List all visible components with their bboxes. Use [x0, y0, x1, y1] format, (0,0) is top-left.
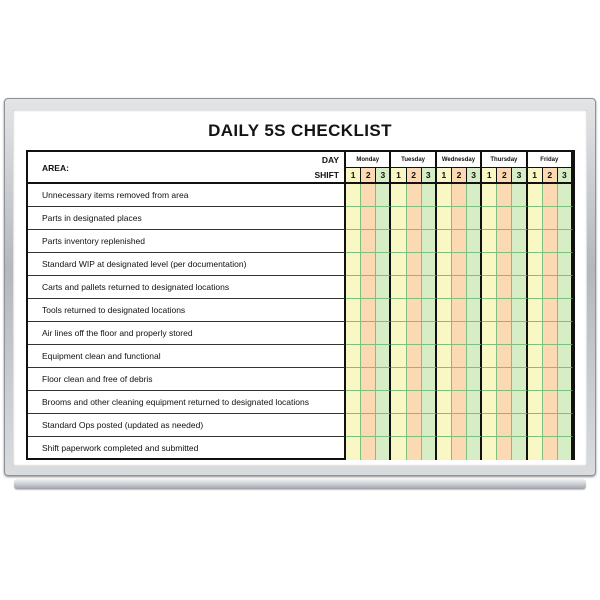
check-cell-wednesday-shift-2[interactable] — [452, 207, 467, 230]
check-cell-friday-shift-1[interactable] — [528, 391, 543, 414]
check-cell-thursday-shift-1[interactable] — [482, 391, 497, 414]
check-cell-monday-shift-2[interactable] — [361, 299, 376, 322]
shift-header-thursday-2: 2 — [497, 168, 512, 184]
check-cell-monday-shift-1[interactable] — [346, 391, 361, 414]
check-cell-wednesday-shift-3[interactable] — [467, 368, 482, 391]
check-cell-tuesday-shift-2[interactable] — [407, 276, 422, 299]
check-cell-tuesday-shift-2[interactable] — [407, 322, 422, 345]
area-label: AREA: — [42, 163, 69, 173]
check-cell-friday-shift-2[interactable] — [543, 184, 558, 207]
check-cell-monday-shift-3[interactable] — [376, 437, 391, 460]
check-cell-monday-shift-2[interactable] — [361, 391, 376, 414]
check-cell-tuesday-shift-3[interactable] — [422, 299, 437, 322]
check-cell-monday-shift-1[interactable] — [346, 230, 361, 253]
check-cell-wednesday-shift-2[interactable] — [452, 253, 467, 276]
check-cell-monday-shift-2[interactable] — [361, 437, 376, 460]
check-cell-wednesday-shift-2[interactable] — [452, 391, 467, 414]
check-cell-thursday-shift-3[interactable] — [512, 299, 527, 322]
check-cell-friday-shift-1[interactable] — [528, 253, 543, 276]
check-cell-tuesday-shift-3[interactable] — [422, 253, 437, 276]
day-header-tuesday: Tuesday — [391, 152, 436, 168]
check-cell-wednesday-shift-1[interactable] — [437, 437, 452, 460]
check-cell-tuesday-shift-2[interactable] — [407, 368, 422, 391]
check-cell-wednesday-shift-1[interactable] — [437, 391, 452, 414]
check-cell-wednesday-shift-3[interactable] — [467, 207, 482, 230]
check-cell-monday-shift-1[interactable] — [346, 253, 361, 276]
shift-header-friday-2: 2 — [543, 168, 558, 184]
check-cell-thursday-shift-3[interactable] — [512, 322, 527, 345]
check-cell-monday-shift-3[interactable] — [376, 253, 391, 276]
check-cell-thursday-shift-2[interactable] — [497, 276, 512, 299]
check-cell-friday-shift-3[interactable] — [558, 253, 573, 276]
check-cell-monday-shift-3[interactable] — [376, 414, 391, 437]
check-cell-friday-shift-3[interactable] — [558, 345, 573, 368]
checklist-item-label: Standard Ops posted (updated as needed) — [28, 414, 346, 437]
check-cell-thursday-shift-2[interactable] — [497, 230, 512, 253]
check-cell-tuesday-shift-3[interactable] — [422, 276, 437, 299]
check-cell-friday-shift-3[interactable] — [558, 322, 573, 345]
check-cell-thursday-shift-3[interactable] — [512, 391, 527, 414]
check-cell-friday-shift-3[interactable] — [558, 391, 573, 414]
check-cell-tuesday-shift-1[interactable] — [391, 437, 406, 460]
check-cell-friday-shift-3[interactable] — [558, 184, 573, 207]
check-cell-thursday-shift-2[interactable] — [497, 322, 512, 345]
check-cell-wednesday-shift-3[interactable] — [467, 299, 482, 322]
check-cell-thursday-shift-2[interactable] — [497, 368, 512, 391]
check-cell-thursday-shift-1[interactable] — [482, 322, 497, 345]
check-cell-thursday-shift-1[interactable] — [482, 253, 497, 276]
day-label: DAY — [321, 155, 339, 165]
check-cell-tuesday-shift-2[interactable] — [407, 230, 422, 253]
day-header-wednesday: Wednesday — [437, 152, 482, 168]
check-cell-wednesday-shift-3[interactable] — [467, 414, 482, 437]
check-cell-friday-shift-1[interactable] — [528, 368, 543, 391]
check-cell-thursday-shift-3[interactable] — [512, 368, 527, 391]
checklist-item-label: Parts inventory replenished — [28, 230, 346, 253]
shift-header-tuesday-2: 2 — [407, 168, 422, 184]
check-cell-friday-shift-1[interactable] — [528, 207, 543, 230]
shift-header-thursday-1: 1 — [482, 168, 497, 184]
check-cell-wednesday-shift-2[interactable] — [452, 345, 467, 368]
check-cell-wednesday-shift-2[interactable] — [452, 414, 467, 437]
checklist-item-label: Shift paperwork completed and submitted — [28, 437, 346, 460]
check-cell-friday-shift-2[interactable] — [543, 322, 558, 345]
check-cell-thursday-shift-3[interactable] — [512, 184, 527, 207]
checklist-item-label: Brooms and other cleaning equipment returned to designated locations — [28, 391, 346, 414]
check-cell-tuesday-shift-1[interactable] — [391, 184, 406, 207]
check-cell-tuesday-shift-3[interactable] — [422, 207, 437, 230]
check-cell-tuesday-shift-2[interactable] — [407, 299, 422, 322]
checklist-item-label: Carts and pallets returned to designated locations — [28, 276, 346, 299]
check-cell-friday-shift-1[interactable] — [528, 414, 543, 437]
check-cell-tuesday-shift-1[interactable] — [391, 276, 406, 299]
check-cell-monday-shift-2[interactable] — [361, 253, 376, 276]
check-cell-wednesday-shift-1[interactable] — [437, 184, 452, 207]
check-cell-thursday-shift-1[interactable] — [482, 414, 497, 437]
check-cell-tuesday-shift-1[interactable] — [391, 253, 406, 276]
check-cell-tuesday-shift-1[interactable] — [391, 414, 406, 437]
check-cell-thursday-shift-1[interactable] — [482, 368, 497, 391]
check-cell-thursday-shift-1[interactable] — [482, 230, 497, 253]
check-cell-monday-shift-3[interactable] — [376, 299, 391, 322]
check-cell-monday-shift-1[interactable] — [346, 207, 361, 230]
check-cell-tuesday-shift-3[interactable] — [422, 414, 437, 437]
check-cell-thursday-shift-2[interactable] — [497, 299, 512, 322]
check-cell-friday-shift-2[interactable] — [543, 368, 558, 391]
check-cell-wednesday-shift-1[interactable] — [437, 368, 452, 391]
check-cell-friday-shift-1[interactable] — [528, 230, 543, 253]
check-cell-monday-shift-1[interactable] — [346, 345, 361, 368]
check-cell-monday-shift-3[interactable] — [376, 230, 391, 253]
check-cell-friday-shift-2[interactable] — [543, 414, 558, 437]
shift-header-friday-3: 3 — [558, 168, 573, 184]
check-cell-thursday-shift-3[interactable] — [512, 207, 527, 230]
day-header-friday: Friday — [528, 152, 573, 168]
check-cell-tuesday-shift-1[interactable] — [391, 207, 406, 230]
check-cell-monday-shift-1[interactable] — [346, 368, 361, 391]
check-cell-tuesday-shift-3[interactable] — [422, 230, 437, 253]
check-cell-monday-shift-1[interactable] — [346, 184, 361, 207]
check-cell-monday-shift-2[interactable] — [361, 322, 376, 345]
check-cell-friday-shift-1[interactable] — [528, 276, 543, 299]
check-cell-monday-shift-1[interactable] — [346, 276, 361, 299]
check-cell-thursday-shift-3[interactable] — [512, 437, 527, 460]
check-cell-monday-shift-2[interactable] — [361, 414, 376, 437]
check-cell-monday-shift-2[interactable] — [361, 207, 376, 230]
checklist-item-label: Standard WIP at designated level (per documentation) — [28, 253, 346, 276]
check-cell-wednesday-shift-3[interactable] — [467, 391, 482, 414]
check-cell-friday-shift-3[interactable] — [558, 230, 573, 253]
check-cell-thursday-shift-2[interactable] — [497, 437, 512, 460]
check-cell-thursday-shift-2[interactable] — [497, 207, 512, 230]
check-cell-friday-shift-3[interactable] — [558, 276, 573, 299]
check-cell-friday-shift-2[interactable] — [543, 345, 558, 368]
shift-header-tuesday-1: 1 — [391, 168, 406, 184]
check-cell-tuesday-shift-3[interactable] — [422, 368, 437, 391]
checklist-item-label: Parts in designated places — [28, 207, 346, 230]
check-cell-wednesday-shift-1[interactable] — [437, 207, 452, 230]
check-cell-thursday-shift-3[interactable] — [512, 253, 527, 276]
marker-tray — [14, 479, 586, 489]
check-cell-tuesday-shift-2[interactable] — [407, 253, 422, 276]
check-cell-thursday-shift-3[interactable] — [512, 345, 527, 368]
check-cell-tuesday-shift-1[interactable] — [391, 391, 406, 414]
check-cell-friday-shift-2[interactable] — [543, 299, 558, 322]
check-cell-tuesday-shift-1[interactable] — [391, 368, 406, 391]
check-cell-wednesday-shift-1[interactable] — [437, 299, 452, 322]
checklist-title: DAILY 5S CHECKLIST — [208, 121, 392, 140]
check-cell-thursday-shift-2[interactable] — [497, 391, 512, 414]
check-cell-wednesday-shift-1[interactable] — [437, 230, 452, 253]
check-cell-wednesday-shift-2[interactable] — [452, 276, 467, 299]
check-cell-thursday-shift-2[interactable] — [497, 253, 512, 276]
check-cell-wednesday-shift-2[interactable] — [452, 299, 467, 322]
check-cell-wednesday-shift-1[interactable] — [437, 345, 452, 368]
check-cell-wednesday-shift-3[interactable] — [467, 230, 482, 253]
shift-header-wednesday-3: 3 — [467, 168, 482, 184]
check-cell-friday-shift-1[interactable] — [528, 322, 543, 345]
check-cell-friday-shift-3[interactable] — [558, 368, 573, 391]
check-cell-tuesday-shift-2[interactable] — [407, 391, 422, 414]
shift-label: SHIFT — [314, 170, 339, 180]
check-cell-thursday-shift-3[interactable] — [512, 276, 527, 299]
check-cell-wednesday-shift-2[interactable] — [452, 368, 467, 391]
check-cell-monday-shift-3[interactable] — [376, 322, 391, 345]
day-header-monday: Monday — [346, 152, 391, 168]
check-cell-friday-shift-3[interactable] — [558, 437, 573, 460]
shift-header-monday-2: 2 — [361, 168, 376, 184]
check-cell-monday-shift-2[interactable] — [361, 345, 376, 368]
check-cell-thursday-shift-3[interactable] — [512, 230, 527, 253]
check-cell-monday-shift-1[interactable] — [346, 437, 361, 460]
shift-header-thursday-3: 3 — [512, 168, 527, 184]
check-cell-monday-shift-3[interactable] — [376, 276, 391, 299]
check-cell-monday-shift-3[interactable] — [376, 391, 391, 414]
check-cell-wednesday-shift-3[interactable] — [467, 437, 482, 460]
check-cell-thursday-shift-2[interactable] — [497, 414, 512, 437]
check-cell-tuesday-shift-2[interactable] — [407, 414, 422, 437]
check-cell-friday-shift-3[interactable] — [558, 299, 573, 322]
check-cell-thursday-shift-1[interactable] — [482, 184, 497, 207]
check-cell-wednesday-shift-2[interactable] — [452, 184, 467, 207]
check-cell-friday-shift-3[interactable] — [558, 207, 573, 230]
check-cell-wednesday-shift-2[interactable] — [452, 322, 467, 345]
check-cell-thursday-shift-1[interactable] — [482, 207, 497, 230]
check-cell-tuesday-shift-2[interactable] — [407, 207, 422, 230]
check-cell-tuesday-shift-3[interactable] — [422, 184, 437, 207]
shift-header-friday-1: 1 — [528, 168, 543, 184]
check-cell-monday-shift-2[interactable] — [361, 230, 376, 253]
check-cell-monday-shift-2[interactable] — [361, 276, 376, 299]
check-cell-thursday-shift-2[interactable] — [497, 184, 512, 207]
check-cell-tuesday-shift-3[interactable] — [422, 437, 437, 460]
check-cell-monday-shift-1[interactable] — [346, 299, 361, 322]
check-cell-tuesday-shift-1[interactable] — [391, 345, 406, 368]
check-cell-tuesday-shift-2[interactable] — [407, 184, 422, 207]
check-cell-friday-shift-2[interactable] — [543, 391, 558, 414]
check-cell-tuesday-shift-2[interactable] — [407, 437, 422, 460]
check-cell-thursday-shift-1[interactable] — [482, 276, 497, 299]
day-header-thursday: Thursday — [482, 152, 527, 168]
check-cell-tuesday-shift-1[interactable] — [391, 299, 406, 322]
check-cell-thursday-shift-1[interactable] — [482, 437, 497, 460]
check-cell-friday-shift-2[interactable] — [543, 437, 558, 460]
check-cell-monday-shift-1[interactable] — [346, 414, 361, 437]
checklist-item-label: Air lines off the floor and properly stored — [28, 322, 346, 345]
check-cell-wednesday-shift-1[interactable] — [437, 322, 452, 345]
check-cell-wednesday-shift-1[interactable] — [437, 276, 452, 299]
check-cell-friday-shift-3[interactable] — [558, 414, 573, 437]
check-cell-wednesday-shift-3[interactable] — [467, 276, 482, 299]
checklist-item-label: Unnecessary items removed from area — [28, 184, 346, 207]
check-cell-wednesday-shift-3[interactable] — [467, 184, 482, 207]
check-cell-friday-shift-1[interactable] — [528, 345, 543, 368]
check-cell-wednesday-shift-1[interactable] — [437, 414, 452, 437]
check-cell-monday-shift-3[interactable] — [376, 207, 391, 230]
check-cell-friday-shift-2[interactable] — [543, 207, 558, 230]
check-cell-wednesday-shift-2[interactable] — [452, 230, 467, 253]
check-cell-friday-shift-1[interactable] — [528, 184, 543, 207]
checklist-item-label: Floor clean and free of debris — [28, 368, 346, 391]
check-cell-thursday-shift-2[interactable] — [497, 345, 512, 368]
check-cell-friday-shift-2[interactable] — [543, 253, 558, 276]
check-cell-thursday-shift-1[interactable] — [482, 345, 497, 368]
check-cell-wednesday-shift-3[interactable] — [467, 253, 482, 276]
check-cell-monday-shift-3[interactable] — [376, 345, 391, 368]
check-cell-thursday-shift-3[interactable] — [512, 414, 527, 437]
check-cell-tuesday-shift-1[interactable] — [391, 322, 406, 345]
check-cell-tuesday-shift-2[interactable] — [407, 345, 422, 368]
checklist-item-label: Tools returned to designated locations — [28, 299, 346, 322]
check-cell-wednesday-shift-3[interactable] — [467, 322, 482, 345]
check-cell-wednesday-shift-2[interactable] — [452, 437, 467, 460]
check-cell-tuesday-shift-3[interactable] — [422, 322, 437, 345]
shift-header-wednesday-2: 2 — [452, 168, 467, 184]
check-cell-friday-shift-2[interactable] — [543, 276, 558, 299]
check-cell-friday-shift-1[interactable] — [528, 437, 543, 460]
check-cell-monday-shift-2[interactable] — [361, 184, 376, 207]
check-cell-wednesday-shift-3[interactable] — [467, 345, 482, 368]
check-cell-monday-shift-3[interactable] — [376, 368, 391, 391]
check-cell-tuesday-shift-3[interactable] — [422, 345, 437, 368]
check-cell-monday-shift-1[interactable] — [346, 322, 361, 345]
checklist-grid — [26, 150, 575, 460]
shift-header-wednesday-1: 1 — [437, 168, 452, 184]
shift-header-monday-3: 3 — [376, 168, 391, 184]
check-cell-monday-shift-3[interactable] — [376, 184, 391, 207]
shift-header-monday-1: 1 — [346, 168, 361, 184]
area-header-cell — [28, 152, 346, 184]
check-cell-tuesday-shift-1[interactable] — [391, 230, 406, 253]
checklist-item-label: Equipment clean and functional — [28, 345, 346, 368]
check-cell-friday-shift-2[interactable] — [543, 230, 558, 253]
shift-header-tuesday-3: 3 — [422, 168, 437, 184]
check-cell-wednesday-shift-1[interactable] — [437, 253, 452, 276]
check-cell-tuesday-shift-3[interactable] — [422, 391, 437, 414]
check-cell-thursday-shift-1[interactable] — [482, 299, 497, 322]
check-cell-friday-shift-1[interactable] — [528, 299, 543, 322]
check-cell-monday-shift-2[interactable] — [361, 368, 376, 391]
